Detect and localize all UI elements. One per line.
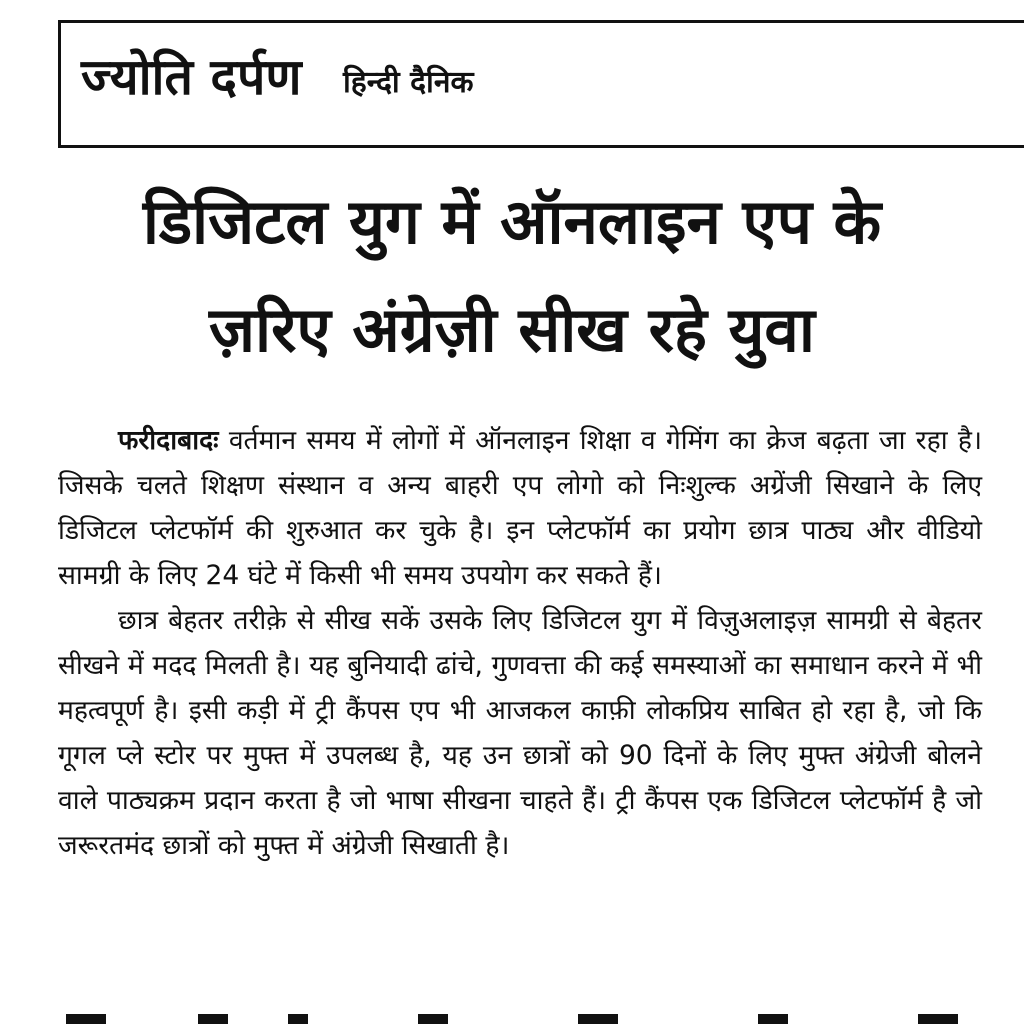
dateline: फरीदाबादः [118, 425, 219, 456]
article-body [58, 418, 982, 868]
cropped-glyph [578, 1014, 618, 1024]
article-headline [0, 168, 1024, 384]
cropped-glyph [66, 1014, 106, 1024]
cropped-glyph [918, 1014, 958, 1024]
article-paragraph-2: छात्र बेहतर तरीक़े से सीख सकें उसके लिए डिजिटल युग में विज़ुअलाइज़ सामग्री से बेहतर सीखने में मदद मिलती है। यह बुनियादी ढांचे, गुणवत्ता की कई समस्याओं का समाधान करने में भी महत्वपूर्ण है। इसी कड़ी में ट्री कैंपस एप भी आजकल काफ़ी लोकप्रिय साबित हो रहा है, जो कि गूगल प्ले स्टोर पर मुफ्त में उपलब्ध है, यह उन छात्रों को 90 दिनों के लिए मुफ्त अंग्रेजी बोलने वाले पाठ्यक्रम प्रदान करता है जो भाषा सीखना चाहते हैं। ट्री कैंपस एक डिजिटल प्लेटफॉर्म है जो जरूरतमंद छात्रों को मुफ्त में अंग्रेजी सिखाती है। [58, 605, 982, 861]
cropped-glyph [758, 1014, 788, 1024]
article-paragraph-1 [58, 418, 982, 598]
paragraph-1-text: वर्तमान समय में लोगों में ऑनलाइन शिक्षा व गेमिंग का क्रेज बढ़ता जा रहा है। जिसके चलते शिक्षण संस्थान व अन्य बाहरी एप लोगो को निःशुल्क अग्रेंजी सिखाने के लिए डिजिटल प्लेटफॉर्म की शुरुआत कर चुके है। इन प्लेटफॉर्म का प्रयोग छात्र पाठ्य और वीडियो सामग्री के लिए 24 घंटे में किसी भी समय उपयोग कर सकते हैं। [58, 425, 982, 591]
masthead-box [58, 20, 1024, 148]
headline-line-1: डिजिटल युग में ऑनलाइन एप के [142, 185, 882, 258]
cropped-glyph [418, 1014, 448, 1024]
cropped-glyph [198, 1014, 228, 1024]
newspaper-tagline: हिन्दी दैनिक [343, 65, 474, 100]
cropped-glyph [288, 1014, 308, 1024]
headline-line-2: ज़रिए अंग्रेज़ी सीख रहे युवा [209, 293, 815, 366]
newspaper-name: ज्योति दर्पण [81, 48, 302, 106]
